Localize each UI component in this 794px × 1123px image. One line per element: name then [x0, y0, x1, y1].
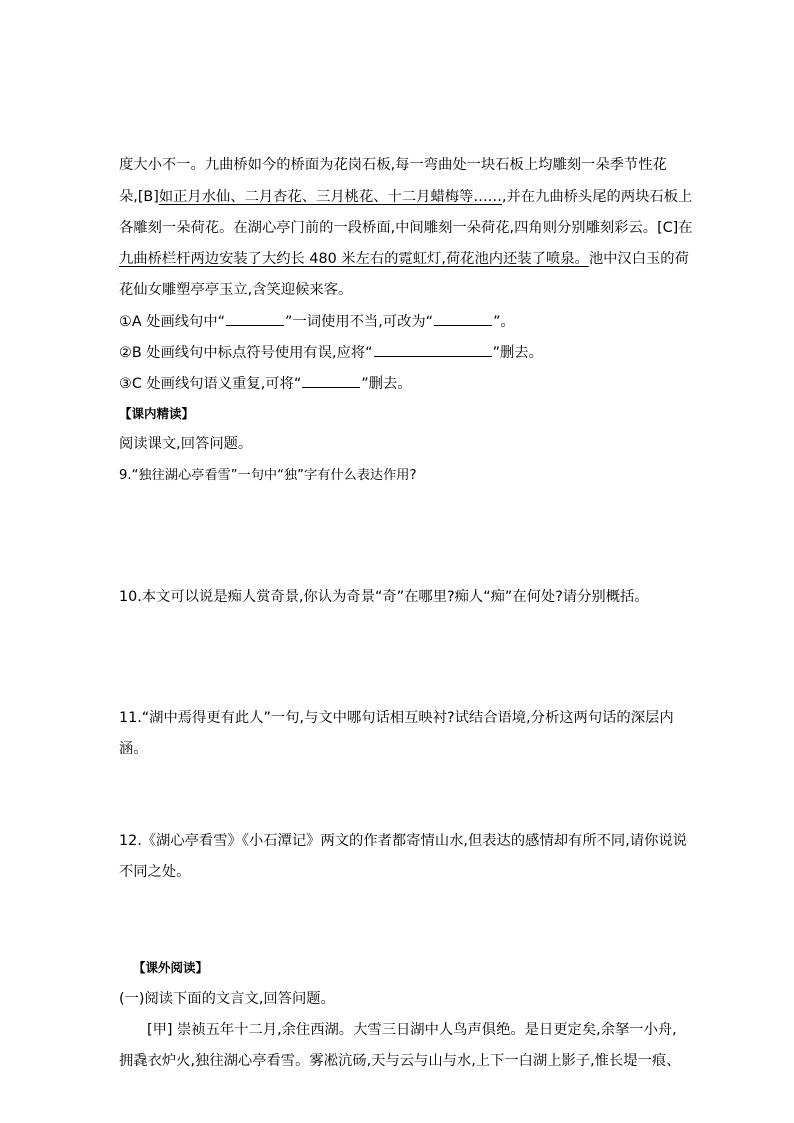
underlined-sentence-b: 如正月水仙、二月杏花、三月桃花、十二月蜡梅等……	[158, 189, 502, 205]
passage-line-3: 各雕刻一朵荷花。在湖心亭门前的一段桥面,中间雕刻一朵荷花,四角则分别雕刻彩云。[C]在	[119, 220, 693, 236]
classical-text-line-1: [甲] 崇祯五年十二月,余住西湖。大雪三日湖中人鸟声俱绝。是日更定矣,余拏一小舟,	[147, 1022, 677, 1038]
classical-text-line-2: 拥毳衣炉火,独往湖心亭看雪。雾凇沆砀,天与云与山与水,上下一白湖上影子,惟长堤一痕、	[119, 1053, 681, 1069]
section-header-extra: 【课外阅读】	[133, 960, 209, 975]
fill-question-2-text-b: ”删去。	[492, 345, 543, 361]
fill-question-3-text-b: ”删去。	[361, 376, 412, 392]
answer-blank-3[interactable]	[302, 373, 360, 388]
in-class-instruction: 阅读课文,回答问题。	[119, 436, 253, 452]
passage-line-2-end: ,并在九曲桥头尾的两块石板上	[501, 189, 693, 205]
question-11-line-2: 涵。	[119, 741, 148, 757]
passage-line-2-start: 朵,[B]	[119, 189, 159, 205]
answer-blank-1b[interactable]	[434, 311, 492, 326]
underlined-sentence-c: 九曲桥栏杆两边安装了大约长 480 米左右的霓虹灯,荷花池内还装了喷泉。	[119, 251, 589, 267]
fill-question-1	[119, 311, 515, 332]
fill-question-1-text-a: ①A 处画线句中“	[119, 314, 226, 330]
question-9: 9.“独往湖心亭看雪”一句中“独”字有什么表达作用?	[119, 468, 417, 483]
fill-question-2	[119, 342, 543, 363]
passage-line-5: 花仙女雕塑亭亭玉立,含笑迎候来客。	[119, 282, 353, 298]
passage-line-1: 度大小不一。九曲桥如今的桥面为花岗石板,每一弯曲处一块石板上均雕刻一朵季节性花	[119, 157, 667, 173]
question-10: 10.本文可以说是痴人赏奇景,你认为奇景“奇”在哪里?痴人“痴”在何处?请分别概括。	[119, 589, 649, 605]
answer-blank-1a[interactable]	[226, 311, 284, 326]
passage-line-4-end: 池中汉白玉的荷	[588, 251, 689, 267]
fill-question-3-text-a: ③C 处画线句语义重复,可将“	[119, 376, 302, 392]
question-11-line-1: 11.“湖中焉得更有此人”一句,与文中哪句话相互映衬?试结合语境,分析这两句话的深层内	[119, 710, 674, 726]
question-12-line-2: 不同之处。	[119, 864, 191, 880]
extra-instruction: (一)阅读下面的文言文,回答问题。	[119, 991, 335, 1007]
fill-question-1-text-b: ”一词使用不当,可改为“	[285, 314, 434, 330]
passage-line-2	[119, 187, 692, 207]
fill-question-2-text-a: ②B 处画线句中标点符号使用有误,应将“	[119, 345, 373, 361]
fill-question-3	[119, 373, 412, 394]
answer-blank-2[interactable]	[374, 342, 492, 357]
question-12-line-1: 12.《湖心亭看雪》《小石潭记》两文的作者都寄情山水,但表达的感情却有所不同,请你说说	[119, 833, 687, 849]
section-header-in-class: 【课内精读】	[119, 406, 195, 421]
fill-question-1-text-c: ”。	[493, 314, 515, 330]
passage-line-4	[119, 249, 689, 269]
